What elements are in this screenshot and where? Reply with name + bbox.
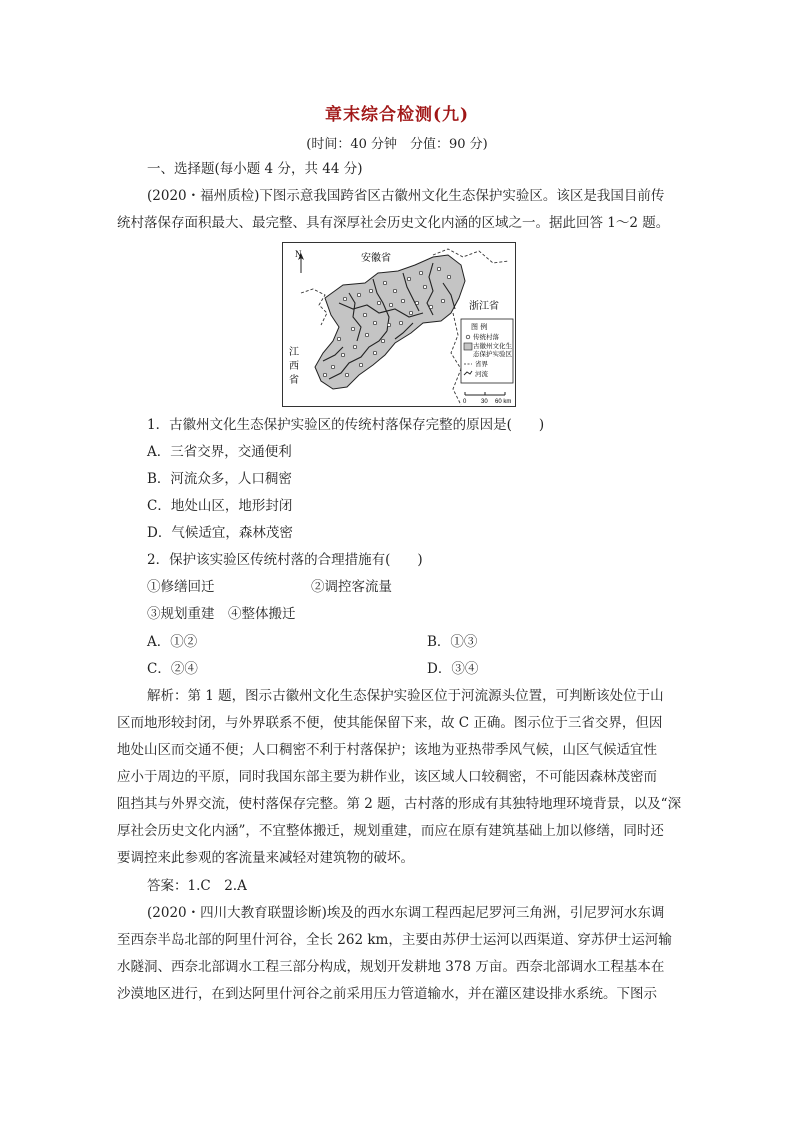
q2-option-d[interactable]: D．③④: [427, 661, 479, 677]
label-jiangxi: 西: [289, 361, 299, 372]
intro2-line: 水隧洞、西奈北部调水工程三部分构成，规划开发耕地 378 万亩。西奈北部调水工程基本在: [117, 959, 665, 975]
q1-option-a[interactable]: A．三省交界，交通便利: [147, 444, 292, 460]
analysis-line: 阻挡其与外界交流，使村落保存完整。第 2 题，古村落的形成有其独特地理环境背景，以及“深: [117, 796, 682, 812]
q2-option-c[interactable]: C．②④: [147, 661, 198, 677]
analysis-line: 地处山区而交通不便；人口稠密不利于村落保护；该地为亚热带季风气候，山区气候适宜性: [117, 742, 657, 758]
exam-meta: (时间：40 分钟 分值：90 分): [306, 137, 488, 152]
label-zhejiang: 浙江省: [469, 301, 499, 312]
question-2-stem: 2．保护该实验区传统村落的合理措施有( ): [147, 552, 423, 568]
page-title: 章末综合检测(九): [324, 105, 470, 125]
legend-border: 省界: [475, 360, 488, 368]
intro2-line: 沙漠地区进行，在到达阿里什河谷之前采用压力管道输水，并在灌区建设排水系统。下图示: [117, 986, 657, 1002]
q1-option-d[interactable]: D．气候适宜，森林茂密: [147, 525, 293, 541]
intro1-line: 统村落保存面积最大、最完整、具有深厚社会历史文化内涵的区域之一。据此回答 1～2 题。: [117, 215, 670, 231]
map-drawing: [283, 243, 515, 406]
analysis-line: 应小于周边的平原，同时我国东部主要为耕作业，该区域人口较稠密，不可能因森林茂密而: [117, 769, 657, 785]
legend-zone-symbol: [464, 343, 472, 350]
north-label: N: [295, 249, 302, 259]
scale-label: 60 km: [495, 399, 512, 405]
q2-option-b[interactable]: B．①③: [427, 634, 478, 650]
scale-label: 0: [463, 399, 467, 405]
intro1-line: (2020・福州质检)下图示意我国跨省区古徽州文化生态保护实验区。该区是我国目前传: [147, 188, 665, 204]
analysis-line: 区而地形较封闭，与外界联系不便，使其能保留下来，故 C 正确。图示位于三省交界，但因: [117, 715, 663, 731]
q1-option-b[interactable]: B．河流众多，人口稠密: [147, 471, 292, 487]
question-1-stem: 1．古徽州文化生态保护实验区的传统村落保存完整的原因是( ): [147, 417, 545, 433]
huizhou-map-figure: [282, 242, 516, 407]
intro2-line: (2020・四川大教育联盟诊断)埃及的西水东调工程西起尼罗河三角洲，引尼罗河水东调: [147, 905, 665, 921]
q2-item: ①修缮回迁: [147, 579, 215, 595]
scale-label: 30: [481, 399, 488, 405]
legend-zone: 态保护实验区: [473, 350, 512, 358]
intro2-line: 至西奈半岛北部的阿里什河谷，全长 262 km，主要由苏伊士运河以西渠道、穿苏伊士运河输: [117, 932, 672, 948]
q2-item: ②调控客流量: [311, 579, 392, 595]
legend-river: 河流: [475, 370, 488, 378]
label-jiangxi: 江: [289, 347, 299, 358]
analysis-line: 要调控来此参观的客流量来减轻对建筑物的破坏。: [117, 850, 414, 866]
legend-village-symbol: [466, 335, 470, 339]
legend-village: 传统村落: [473, 333, 499, 341]
section-heading: 一、选择题(每小题 4 分，共 44 分): [147, 161, 363, 177]
q2-option-a[interactable]: A．①②: [147, 634, 198, 650]
label-jiangxi: 省: [289, 375, 299, 386]
q1-option-c[interactable]: C．地处山区，地形封闭: [147, 498, 293, 514]
answer-line: 答案：1.C 2.A: [147, 878, 247, 894]
legend-zone: 古徽州文化生: [473, 342, 512, 350]
label-anhui: 安徽省: [361, 253, 391, 264]
legend-title: 图 例: [471, 323, 488, 331]
analysis-line: 厚社会历史文化内涵”，不宜整体搬迁，规划重建，而应在原有建筑基础上加以修缮，同时还: [117, 823, 664, 839]
q2-item: ③规划重建 ④整体搬迁: [147, 606, 296, 622]
analysis-line: 解析：第 1 题，图示古徽州文化生态保护实验区位于河流源头位置，可判断该处位于山: [147, 688, 664, 704]
